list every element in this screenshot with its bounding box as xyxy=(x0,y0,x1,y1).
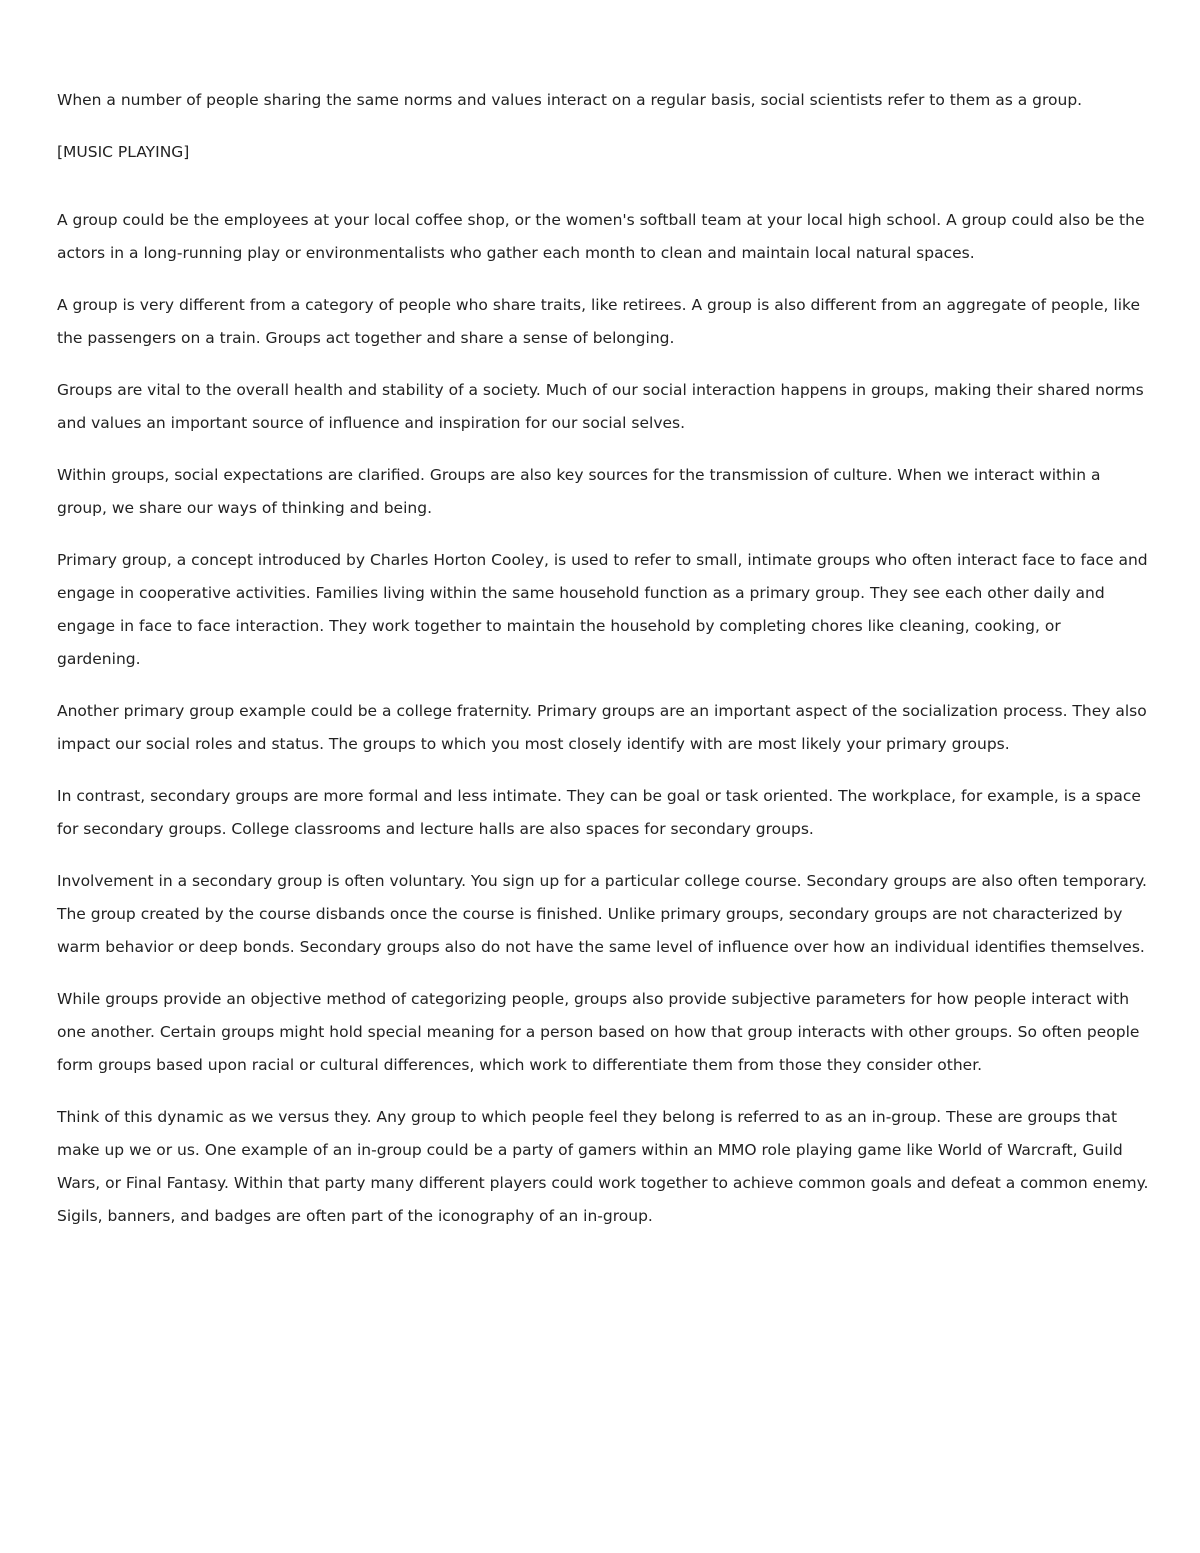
music-cue: [MUSIC PLAYING] xyxy=(57,143,190,161)
paragraph-primary-group-example: Another primary group example could be a college fraternity. Primary groups are an important aspect of the socialization process. They also impact our social roles and status. The groups to which you most closely identify with are most likely your primary groups. xyxy=(57,702,1147,753)
paragraph-secondary-groups: In contrast, secondary groups are more formal and less intimate. They can be goal or task oriented. The workplace, for example, is a space for secondary groups. College classrooms and lecture halls are also spaces for secondary groups. xyxy=(57,787,1141,838)
paragraph-group-vs-category: A group is very different from a category of people who share traits, like retirees. A group is also different from an aggregate of people, like the passengers on a train. Groups act together and share a sense of belonging. xyxy=(57,296,1140,347)
paragraph-groups-vital: Groups are vital to the overall health and stability of a society. Much of our social interaction happens in groups, making their shared norms and values an important source of influence and inspiration for our social selves. xyxy=(57,381,1144,432)
paragraph-in-group: Think of this dynamic as we versus they. Any group to which people feel they belong is referred to as an in-group. These are groups that make up we or us. One example of an in-group could be a party of gamers within an MMO role playing game like World of Warcraft, Guild Wars, or Final Fantasy. Within that party many different players could work together to achieve common goals and defeat a common enemy. Sigils, banners, and badges are often part of the iconography of an in-group. xyxy=(57,1108,1149,1225)
paragraph-primary-group: Primary group, a concept introduced by Charles Horton Cooley, is used to refer to small, intimate groups who often interact face to face and engage in cooperative activities. Families living within the same household function as a primary group. They see each other daily and engage in face to face interaction. They work together to maintain the household by completing chores like cleaning, cooking, or gardening. xyxy=(57,551,1148,668)
paragraph-intro: When a number of people sharing the same norms and values interact on a regular basis, social scientists refer to them as a group. xyxy=(57,91,1083,109)
paragraph-secondary-involvement: Involvement in a secondary group is often voluntary. You sign up for a particular college course. Secondary groups are also often temporary. The group created by the course disbands once the course is finished. Unlike primary groups, secondary groups are not characterized by warm behavior or deep bonds. Secondary groups also do not have the same level of influence over how an individual identifies themselves. xyxy=(57,872,1147,956)
paragraph-subjective-parameters: While groups provide an objective method of categorizing people, groups also provide subjective parameters for how people interact with one another. Certain groups might hold special meaning for a person based on how that group interacts with other groups. So often people form groups based upon racial or cultural differences, which work to differentiate them from those they consider other. xyxy=(57,990,1140,1074)
transcript-body xyxy=(57,84,1149,1252)
paragraph-group-examples: A group could be the employees at your local coffee shop, or the women's softball team at your local high school. A group could also be the actors in a long-running play or environmentalists who gather each month to clean and maintain local natural spaces. xyxy=(57,211,1145,262)
paragraph-social-expectations: Within groups, social expectations are clarified. Groups are also key sources for the transmission of culture. When we interact within a group, we share our ways of thinking and being. xyxy=(57,466,1101,517)
